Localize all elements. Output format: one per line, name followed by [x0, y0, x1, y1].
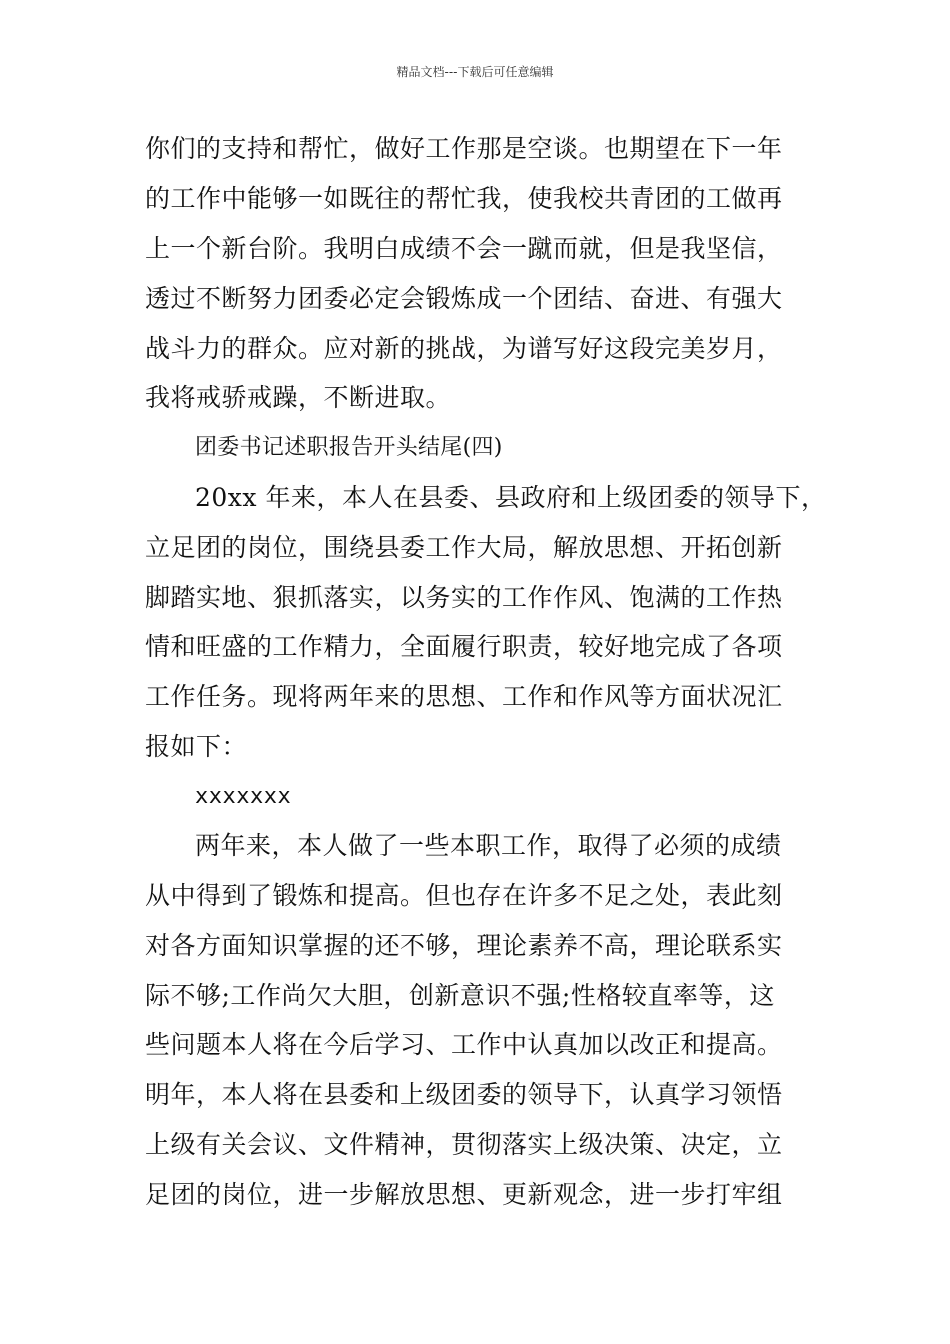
paragraph-line: 脚踏实地、狠抓落实，以务实的工作作风、饱满的工作热	[145, 583, 783, 612]
paragraph-line: 20xx 年来，本人在县委、县政府和上级团委的领导下，	[195, 483, 827, 512]
paragraph-line: 两年来，本人做了一些本职工作，取得了必须的成绩	[195, 831, 782, 860]
paragraph-line: 战斗力的群众。应对新的挑战，为谱写好这段完美岁月，	[145, 334, 783, 363]
paragraph-line: 的工作中能够一如既往的帮忙我，使我校共青团的工做再	[145, 184, 783, 213]
paragraph-line: 对各方面知识掌握的还不够，理论素养不高，理论联系实	[145, 931, 783, 960]
paragraph-line: 足团的岗位，进一步解放思想、更新观念，进一步打牢组	[145, 1180, 783, 1209]
paragraph-line: 我将戒骄戒躁，不断进取。	[145, 383, 452, 412]
paragraph-line: 上级有关会议、文件精神，贯彻落实上级决策、决定，立	[145, 1130, 783, 1159]
paragraph-line: 际不够;工作尚欠大胆，创新意识不强;性格较直率等，这	[145, 981, 775, 1010]
paragraph-line: 上一个新台阶。我明白成绩不会一蹴而就，但是我坚信，	[145, 234, 783, 263]
placeholder-line: xxxxxxx	[195, 784, 292, 809]
page-header-watermark: 精品文档---下载后可任意编辑	[396, 65, 554, 79]
paragraph-line: 报如下：	[145, 732, 248, 761]
paragraph-line: 些问题本人将在今后学习、工作中认真加以改正和提高。	[145, 1030, 783, 1059]
paragraph-line: 情和旺盛的工作精力，全面履行职责，较好地完成了各项	[145, 632, 783, 661]
paragraph-line: 从中得到了锻炼和提高。但也存在许多不足之处，表此刻	[145, 881, 783, 910]
paragraph-line: 透过不断努力团委必定会锻炼成一个团结、奋进、有强大	[145, 284, 783, 313]
section-heading: 团委书记述职报告开头结尾(四)	[195, 435, 503, 460]
paragraph-line: 立足团的岗位，围绕县委工作大局，解放思想、开拓创新	[145, 533, 783, 562]
paragraph-line: 工作任务。现将两年来的思想、工作和作风等方面状况汇	[145, 682, 783, 711]
paragraph-line: 明年，本人将在县委和上级团委的领导下，认真学习领悟	[145, 1080, 783, 1109]
paragraph-line: 你们的支持和帮忙，做好工作那是空谈。也期望在下一年	[145, 134, 783, 163]
